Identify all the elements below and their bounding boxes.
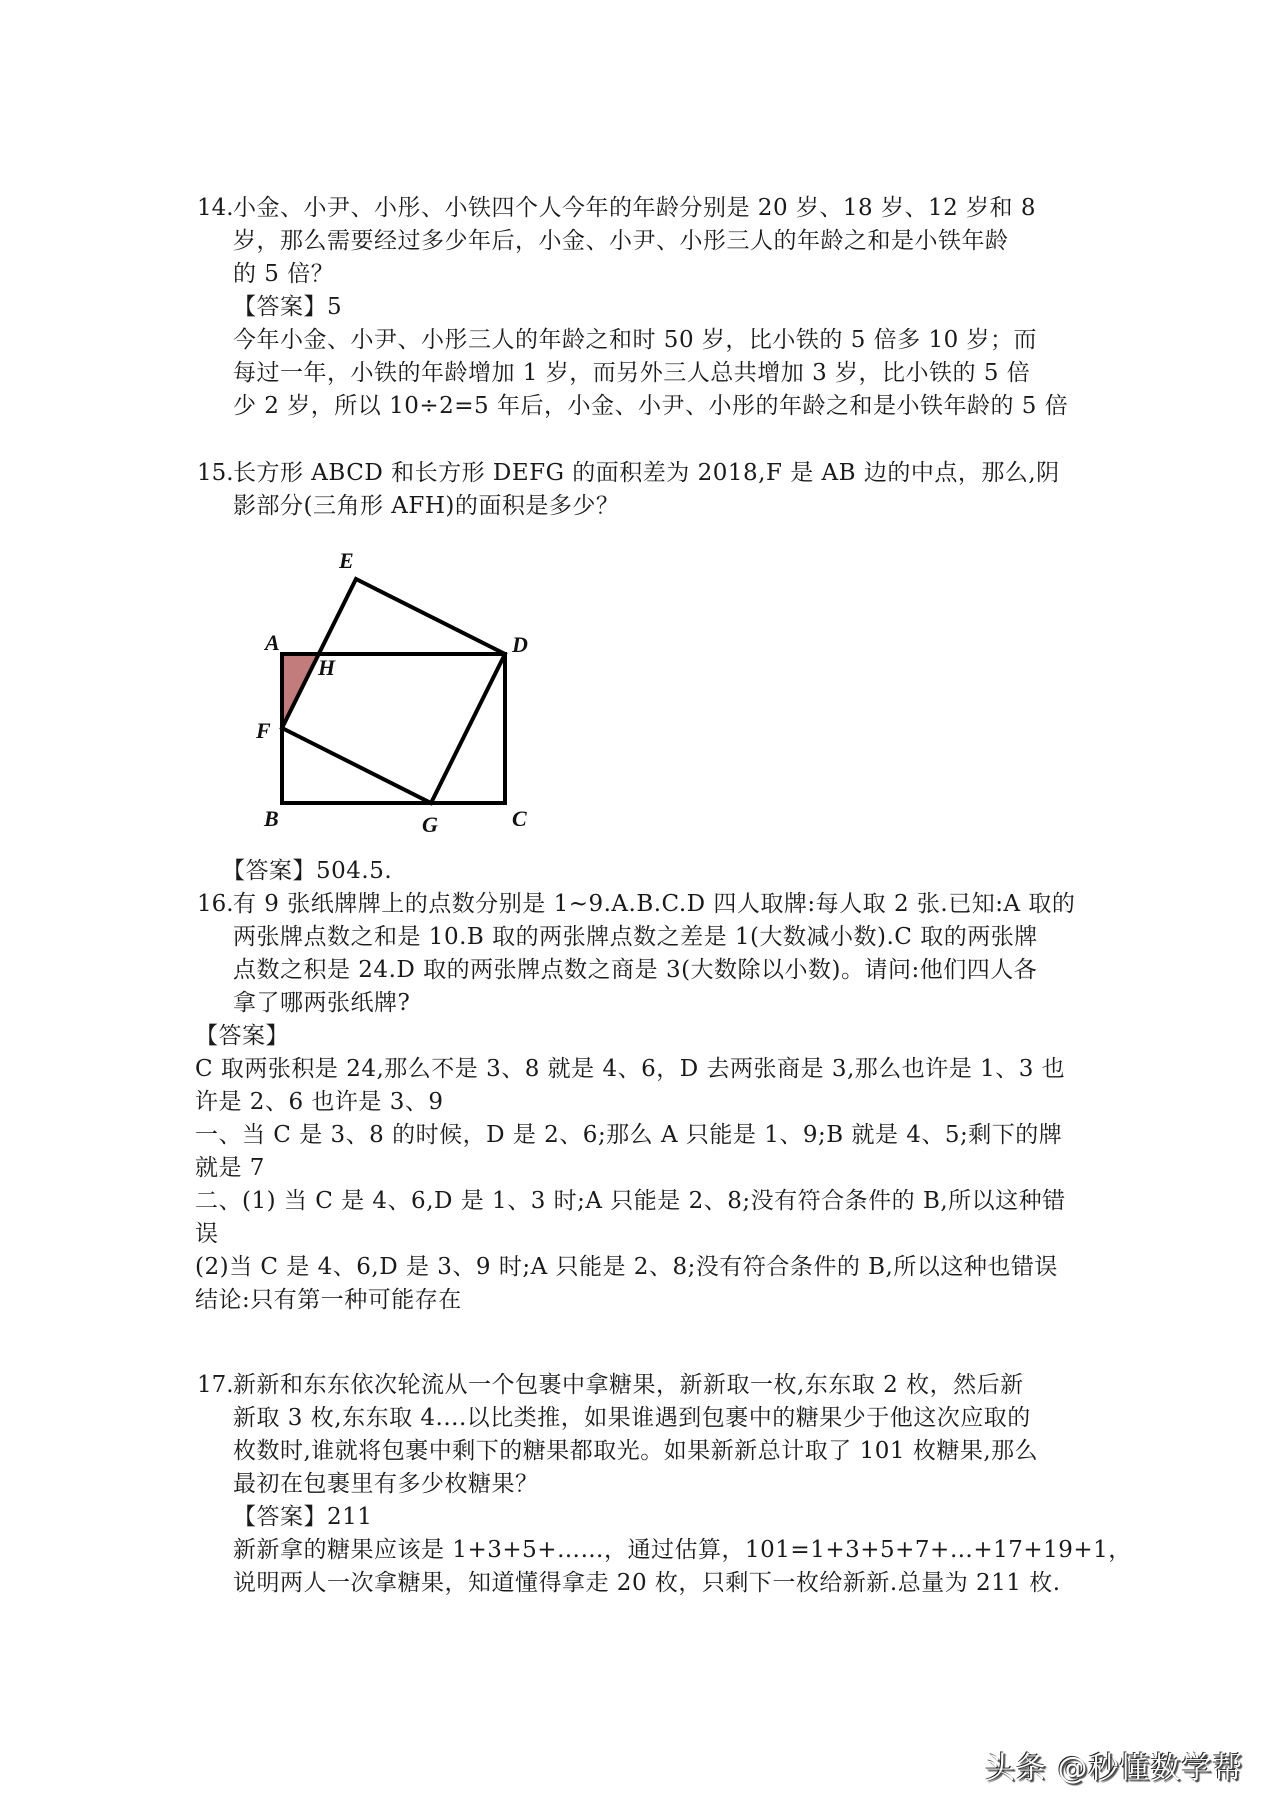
- problem-16-question-line: 有 9 张纸牌牌上的点数分别是 1~9.A.B.C.D 四人取牌:每人取 2 张.已知:A 取的: [233, 891, 1076, 917]
- geometry-diagram: [240, 540, 550, 850]
- problem-16-solution-line: 结论:只有第一种可能存在: [195, 1287, 462, 1313]
- problem-16-solution-line: 二、(1) 当 C 是 4、6,D 是 1、3 时;A 只能是 2、8;没有符合条件的 B,所以这种错: [195, 1188, 1066, 1214]
- problem-16-solution-line: 一、当 C 是 3、8 的时候，D 是 2、6;那么 A 只能是 1、9;B 就是 4、5;剩下的牌: [195, 1122, 1063, 1148]
- problem-16-answer: 【答案】: [195, 1023, 289, 1049]
- problem-16-solution-line: C 取两张积是 24,那么不是 3、8 就是 4、6，D 去两张商是 3,那么也许是 1、3 也: [195, 1056, 1066, 1082]
- problem-17-solution-line: 说明两人一次拿糖果，知道懂得拿走 20 枚，只剩下一枚给新新.总量为 211 枚.: [233, 1570, 1061, 1596]
- problem-14-solution-line: 少 2 岁，所以 10÷2=5 年后，小金、小尹、小彤的年龄之和是小铁年龄的 5 倍: [233, 393, 1069, 419]
- watermark: 头条 @秒懂数学帮: [985, 1751, 1244, 1786]
- problem-17-number: 17.: [197, 1372, 234, 1398]
- problem-16-question-line: 拿了哪两张纸牌?: [233, 990, 411, 1016]
- label-B: B: [264, 806, 279, 831]
- problem-17-question-line: 新取 3 枚,东东取 4....以比类推，如果谁遇到包裹中的糖果少于他这次应取的: [233, 1405, 1031, 1431]
- problem-14-answer: 【答案】5: [233, 294, 343, 320]
- problem-16-number: 16.: [197, 891, 234, 917]
- problem-16-solution-line: 就是 7: [195, 1155, 265, 1181]
- label-C: C: [512, 806, 527, 831]
- problem-14-question-line: 的 5 倍？: [233, 261, 335, 287]
- problem-15-question-line: 长方形 ABCD 和长方形 DEFG 的面积差为 2018,F 是 AB 边的中点，那么,阴: [233, 460, 1060, 486]
- problem-14-number: 14.: [197, 195, 234, 221]
- rectangle-ABCD: [282, 654, 505, 803]
- problem-15-answer: 【答案】504.5.: [222, 858, 393, 884]
- label-D: D: [512, 632, 528, 657]
- problem-17-solution-line: 新新拿的糖果应该是 1+3+5+……，通过估算，101=1+3+5+7+…+17+19+1，: [233, 1537, 1132, 1563]
- problem-16-question-line: 两张牌点数之和是 10.B 取的两张牌点数之差是 1(大数减小数).C 取的两张牌: [233, 924, 1038, 950]
- problem-15-question-line: 影部分(三角形 AFH)的面积是多少？: [233, 493, 620, 519]
- label-F: F: [256, 718, 271, 743]
- label-A: A: [265, 630, 280, 655]
- problem-17-answer: 【答案】211: [233, 1504, 373, 1530]
- problem-14-solution-line: 今年小金、小尹、小彤三人的年龄之和时 50 岁，比小铁的 5 倍多 10 岁；而: [233, 327, 1038, 353]
- problem-17-question-line: 新新和东东依次轮流从一个包裹中拿糖果，新新取一枚,东东取 2 枚，然后新: [233, 1372, 1024, 1398]
- problem-17-question-line: 最初在包裹里有多少枚糖果？: [233, 1471, 539, 1497]
- problem-16-solution-line: 误: [195, 1221, 219, 1247]
- problem-14-solution-line: 每过一年，小铁的年龄增加 1 岁，而另外三人总共增加 3 岁，比小铁的 5 倍: [233, 360, 1031, 386]
- label-E: E: [339, 548, 354, 573]
- problem-14-question-line: 岁，那么需要经过多少年后，小金、小尹、小彤三人的年龄之和是小铁年龄: [233, 228, 1009, 254]
- problem-16-solution-line: 许是 2、6 也许是 3、9: [195, 1089, 444, 1115]
- problem-16-question-line: 点数之积是 24.D 取的两张牌点数之商是 3(大数除以小数)。请问:他们四人各: [233, 957, 1038, 983]
- rectangle-DEFG: [282, 579, 505, 803]
- label-G: G: [422, 812, 438, 837]
- problem-15-number: 15.: [197, 460, 234, 486]
- problem-17-question-line: 枚数时,谁就将包裹中剩下的糖果都取光。如果新新总计取了 101 枚糖果,那么: [233, 1438, 1039, 1464]
- problem-16-solution-line: (2)当 C 是 4、6,D 是 3、9 时;A 只能是 2、8;没有符合条件的 B,所以这种也错误: [195, 1254, 1058, 1280]
- problem-14-question-line: 小金、小尹、小彤、小铁四个人今年的年龄分别是 20 岁、18 岁、12 岁和 8: [233, 195, 1036, 221]
- label-H: H: [318, 655, 336, 680]
